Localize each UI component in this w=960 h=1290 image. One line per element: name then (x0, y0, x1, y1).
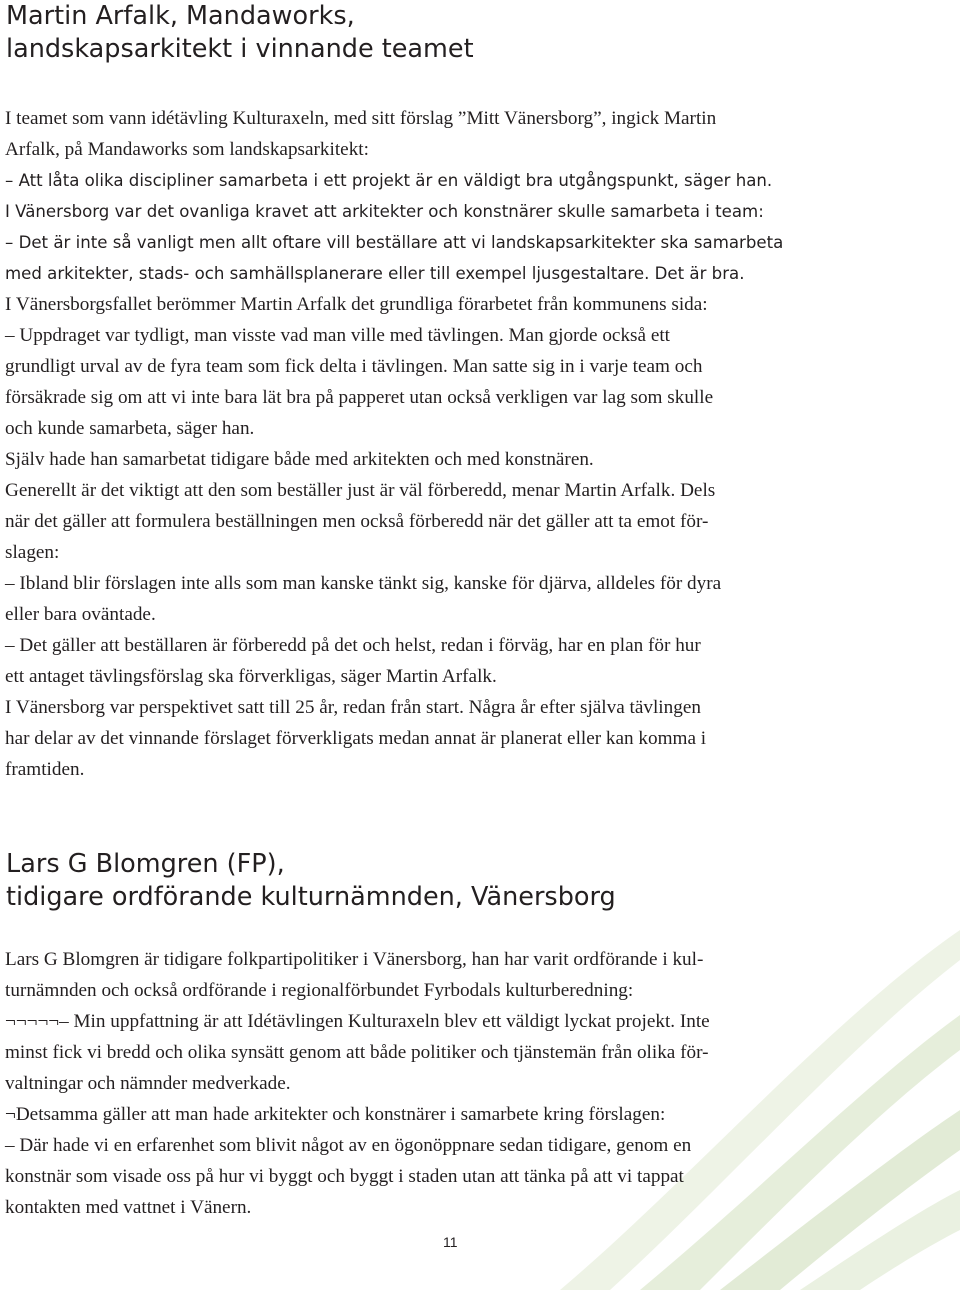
heading-line: landskapsarkitekt i vinnande teamet (6, 34, 474, 64)
text-line: Lars G Blomgren är tidigare folkpartipolitiker i Vänersborg, han har varit ordförande i kul- (5, 949, 704, 970)
text-line: – Där hade vi en erfarenhet som blivit något av en ögonöppnare sedan tidigare, genom en (5, 1135, 692, 1156)
text-line: och kunde samarbeta, säger han. (5, 418, 255, 439)
text-line: Själv hade han samarbetat tidigare både med arkitekten och med konstnären. (5, 449, 594, 470)
text-line: – Det är inte så vanligt men allt oftare vill beställare att vi landskapsarkitekter ska samarbeta (5, 233, 784, 252)
text-line: – Uppdraget var tydligt, man visste vad man ville med tävlingen. Man gjorde också ett (5, 325, 671, 346)
heading-line: tidigare ordförande kulturnämnden, Vänersborg (6, 882, 616, 912)
text-line: försäkrade sig om att vi inte bara lät bra på papperet utan också verkligen var lag som skulle (5, 387, 714, 408)
text-line: Arfalk, på Mandaworks som landskapsarkitekt: (5, 139, 369, 160)
text-line: när det gäller att formulera beställningen men också förberedd när det gäller att ta emot för- (5, 511, 709, 532)
text-line: slagen: (5, 542, 60, 563)
text-line: I Vänersborgsfallet berömmer Martin Arfalk det grundliga förarbetet från kommunens sida: (5, 294, 708, 315)
text-line: I Vänersborg var det ovanliga kravet att arkitekter och konstnärer skulle samarbeta i team: (5, 202, 764, 221)
text-line: ¬¬¬¬¬– Min uppfattning är att Idétävlingen Kulturaxeln blev ett väldigt lyckat projekt. Inte (5, 1011, 710, 1032)
text-line: valtningar och nämnder medverkade. (5, 1073, 291, 1094)
text-line: ¬Detsamma gäller att man hade arkitekter och konstnärer i samarbete kring förslagen: (5, 1104, 666, 1125)
text-line: har delar av det vinnande förslaget förverkligats medan annat är planerat eller kan komma i (5, 728, 707, 749)
text-line: turnämnden och också ordförande i regionalförbundet Fyrbodals kulturberedning: (5, 980, 634, 1001)
text-line: – Ibland blir förslagen inte alls som man kanske tänkt sig, kanske för djärva, alldeles för dyra (5, 573, 722, 594)
text-line: med arkitekter, stads- och samhällsplanerare eller till exempel ljusgestaltare. Det är bra. (5, 264, 745, 283)
text-line: eller bara oväntade. (5, 604, 156, 625)
text-line: minst fick vi bredd och olika synsätt genom att både politiker och tjänstemän från olika för- (5, 1042, 709, 1063)
text-line: – Att låta olika discipliner samarbeta i ett projekt är en väldigt bra utgångspunkt, säger han. (5, 171, 773, 190)
text-line: grundligt urval av de fyra team som fick delta i tävlingen. Man satte sig in i varje team och (5, 356, 703, 377)
text-line: ett antaget tävlingsförslag ska förverkligas, säger Martin Arfalk. (5, 666, 497, 687)
section-heading-martin-arfalk (6, 0, 474, 66)
page-number: 11 (443, 1234, 458, 1250)
text-line: I Vänersborg var perspektivet satt till 25 år, redan från start. Några år efter själva tävlingen (5, 697, 701, 718)
section-heading-lars-g-blomgren (6, 848, 616, 914)
heading-line: Lars G Blomgren (FP), (6, 849, 285, 879)
text-line: – Det gäller att beställaren är förberedd på det och helst, redan i förväg, har en plan för hur (5, 635, 701, 656)
text-line: kontakten med vattnet i Vänern. (5, 1197, 252, 1218)
text-line: Generellt är det viktigt att den som beställer just är väl förberedd, menar Martin Arfalk. Dels (5, 480, 716, 501)
text-line: I teamet som vann idétävling Kulturaxeln, med sitt förslag ”Mitt Vänersborg”, ingick Martin (5, 108, 717, 129)
section-body-martin-arfalk (5, 103, 935, 785)
heading-line: Martin Arfalk, Mandaworks, (6, 1, 355, 31)
text-line: framtiden. (5, 759, 85, 780)
section-body-lars-g-blomgren (5, 944, 935, 1223)
text-line: konstnär som visade oss på hur vi byggt och byggt i staden utan att tänka på att vi tappat (5, 1166, 684, 1187)
